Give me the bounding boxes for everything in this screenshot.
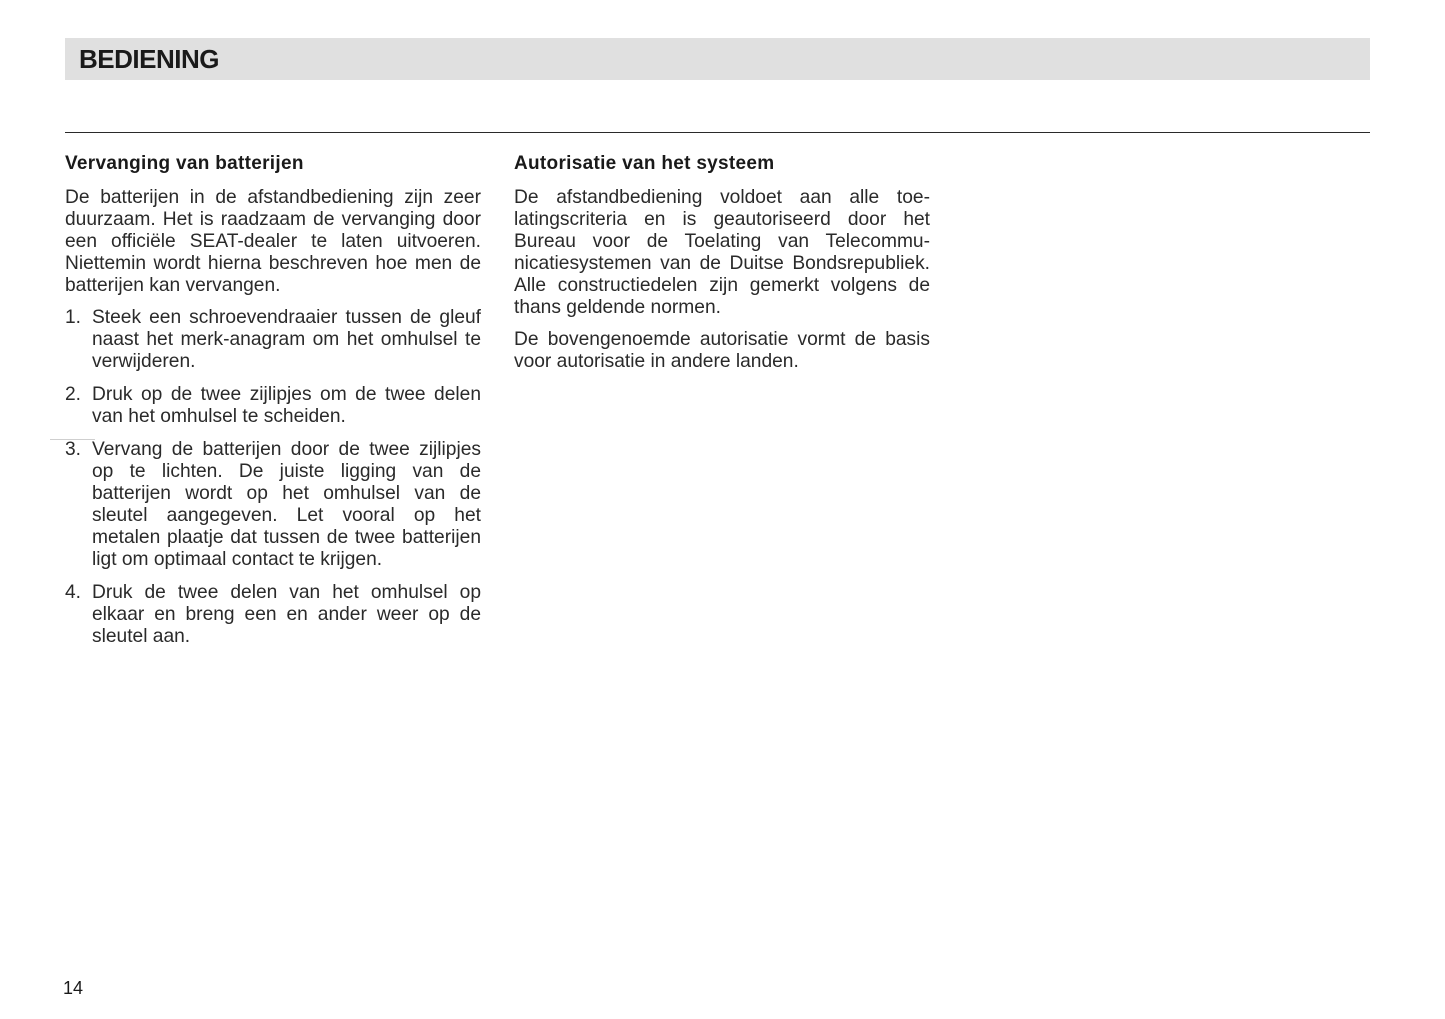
authorization-paragraph: De afstandbediening voldoet aan alle toelatingscriteria en is geautoriseerd door het Bureau voor de Toelating van Telecommunicatiesystemen van de Duitse Bondsrepubliek. Alle constructiedelen zijn gemerkt volgens de thans geldende normen. — [514, 187, 930, 318]
step-item — [65, 307, 481, 373]
authorization-heading: Autorisatie van het systeem — [514, 153, 775, 174]
step-text: Vervang de batterijen door de twee zijlipjes op te lichten. De juiste ligging van de batterijen wordt op het omhulsel van de sleutel aangegeven. Let vooral op het metalen plaatje dat tussen de twee batterijen ligt om optimaal contact te krijgen. — [92, 439, 481, 570]
section-header-bar — [65, 38, 1370, 80]
step-number: 1. — [65, 307, 82, 328]
battery-replacement-heading: Vervanging van batterijen — [65, 153, 304, 174]
step-item — [65, 439, 481, 571]
left-column — [65, 152, 481, 659]
horizontal-divider — [65, 132, 1370, 133]
step-number: 4. — [65, 582, 82, 603]
right-column — [514, 152, 930, 383]
battery-steps-list — [65, 307, 481, 648]
section-title: BEDIENING — [79, 44, 219, 74]
step-text: Steek een schroevendraaier tussen de gleuf naast het merk-anagram om het omhulsel te verwijderen. — [92, 307, 481, 372]
scan-artifact-line — [50, 439, 95, 440]
step-number: 2. — [65, 384, 82, 405]
step-item — [65, 384, 481, 428]
battery-intro-paragraph: De batterijen in de afstandbediening zijn zeer duurzaam. Het is raadzaam de vervanging door een officiële SEAT-dealer te laten uitvoeren. Niettemin wordt hierna beschreven hoe men de batterijen kan vervangen. — [65, 187, 481, 296]
step-text: Druk de twee delen van het omhulsel op elkaar en breng een en ander weer op de sleutel aan. — [92, 582, 481, 647]
step-text: Druk op de twee zijlipjes om de twee delen van het omhulsel te scheiden. — [92, 384, 481, 427]
step-item — [65, 582, 481, 648]
step-number: 3. — [65, 439, 82, 460]
page-number: 14 — [63, 978, 84, 998]
authorization-paragraph: De bovengenoemde autorisatie vormt de basis voor autorisatie in andere landen. — [514, 329, 930, 372]
